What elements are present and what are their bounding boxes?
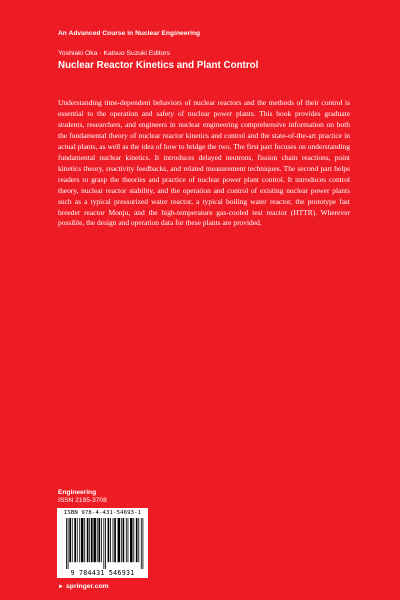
- book-description: Understanding time-dependent behaviors of nuclear reactors and the methods of their control is essential to the operation and safety of nuclear power plants. This book provides graduate students, researchers, and engineers in nuclear engineering comprehensive information on both the fundamental theory of nuclear reactor kinetics and control and the state-of-the-art practice in actual plants, as well as the idea of how to bridge the two. The first part focuses on understanding fundamental nuclear kinetics. It introduces delayed neutrons, fission chain reactions, point kinetics theory, reactivity feedbacks, and related measurement techniques. The second part helps readers to grasp the theories and practice of nuclear power plant control. It introduces control theory, nuclear reactor stability, and the operation and control of existing nuclear power plants such as a typical pressurized water reactor, a typical boiling water reactor, the prototype fast breeder reactor Monju, and the high-temperature gas-cooled test reactor (HTTR). Wherever possible, the design and operation data for these plants are provided.: [58, 98, 350, 228]
- issn-label: ISSN 2195-3708: [58, 497, 107, 504]
- series-title: An Advanced Course in Nuclear Engineering: [58, 30, 201, 37]
- arrow-right-icon: ►: [58, 583, 64, 590]
- barcode-digits: 9 784431 546931: [70, 569, 135, 577]
- barcode-box: [57, 508, 148, 578]
- publisher-link[interactable]: [58, 583, 109, 590]
- barcode: [66, 518, 145, 569]
- isbn-text: ISBN 978-4-431-54693-1: [63, 510, 142, 516]
- book-title: Nuclear Reactor Kinetics and Plant Control: [58, 60, 259, 71]
- subject-label: Engineering: [58, 489, 97, 496]
- publisher-url: springer.com: [65, 583, 109, 590]
- editors-line: Yoshiaki Oka · Katsuo Suzuki Editors: [58, 50, 170, 57]
